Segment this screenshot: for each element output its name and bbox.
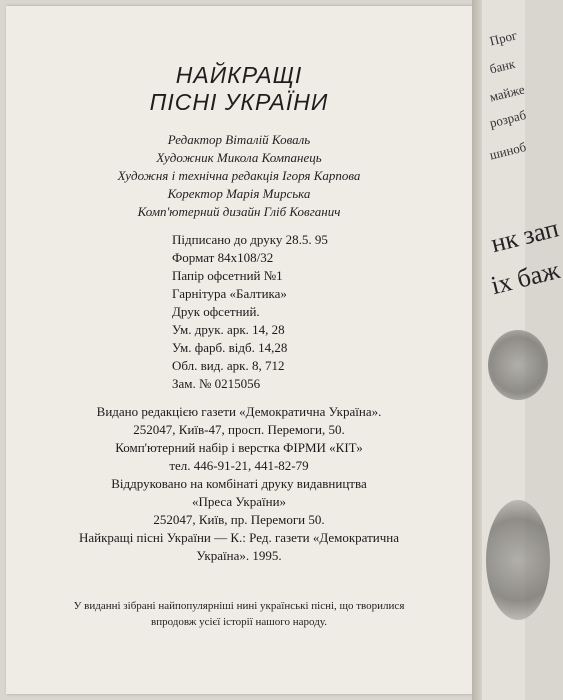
book-page xyxy=(6,6,472,694)
adjacent-text-1: Прог xyxy=(488,27,519,49)
spec-color-prints: Ум. фарб. відб. 14,28 xyxy=(172,340,288,355)
publisher-line-2: 252047, Київ-47, просп. Перемоги, 50. xyxy=(133,422,345,437)
credit-artist: Художник Микола Компанець xyxy=(156,150,322,165)
publisher-line-7: 252047, Київ, пр. Перемоги 50. xyxy=(153,512,325,527)
adjacent-heading-1: нк зап xyxy=(488,213,562,259)
adjacent-heading-2: іх баж xyxy=(488,255,563,301)
publisher-phone: тел. 446-91-21, 441-82-79 xyxy=(169,458,309,473)
credit-designer: Комп'ютерний дизайн Гліб Ковганич xyxy=(137,204,341,219)
book-title-line-1: НАЙКРАЩІ xyxy=(175,62,303,88)
spec-signed-date: Підписано до друку 28.5. 95 xyxy=(172,232,328,247)
spec-typeface: Гарнітура «Балтика» xyxy=(172,286,287,301)
publisher-line-6: «Преса України» xyxy=(191,494,287,509)
citation-line-2: Україна». 1995. xyxy=(196,548,282,563)
citation-line-1: Найкращі пісні України — К.: Ред. газети «Демократична xyxy=(78,530,400,545)
spec-paper: Папір офсетний №1 xyxy=(172,268,283,283)
credit-editor: Редактор Віталій Коваль xyxy=(167,132,311,147)
publisher-line-5: Віддруковано на комбінаті друку видавництва xyxy=(111,476,367,491)
adjacent-text-4: розраб xyxy=(488,107,528,131)
adjacent-page xyxy=(482,0,563,700)
book-gutter xyxy=(472,0,482,700)
note-line-1: У виданні зібрані найпопулярніші нині українські пісні, що творилися xyxy=(73,600,405,612)
credit-proofreader: Коректор Марія Мирська xyxy=(167,186,311,201)
publisher-line-3: Комп'ютерний набір і верстка ФІРМИ «КІТ» xyxy=(115,440,363,455)
spec-format: Формат 84х108/32 xyxy=(172,250,274,265)
adjacent-text-3: майже xyxy=(488,81,527,105)
adjacent-text-5: шиноб xyxy=(488,139,528,163)
adjacent-illustration-top xyxy=(488,330,548,400)
spec-printing: Друк офсетний. xyxy=(172,304,260,319)
adjacent-illustration-bottom xyxy=(486,500,550,620)
publisher-line-1: Видано редакцією газети «Демократична Україна». xyxy=(96,404,382,419)
credit-technical-editor: Художня і технічна редакція Ігоря Карпова xyxy=(117,168,361,183)
book-title-line-2: ПІСНІ УКРАЇНИ xyxy=(149,89,329,115)
spec-order-number: Зам. № 0215056 xyxy=(172,376,261,391)
spec-publisher-sheets: Обл. вид. арк. 8, 712 xyxy=(172,358,285,373)
adjacent-text-2: банк xyxy=(488,55,517,77)
note-line-2: впродовж усієї історії нашого народу. xyxy=(151,616,327,628)
spec-print-sheets: Ум. друк. арк. 14, 28 xyxy=(172,322,285,337)
